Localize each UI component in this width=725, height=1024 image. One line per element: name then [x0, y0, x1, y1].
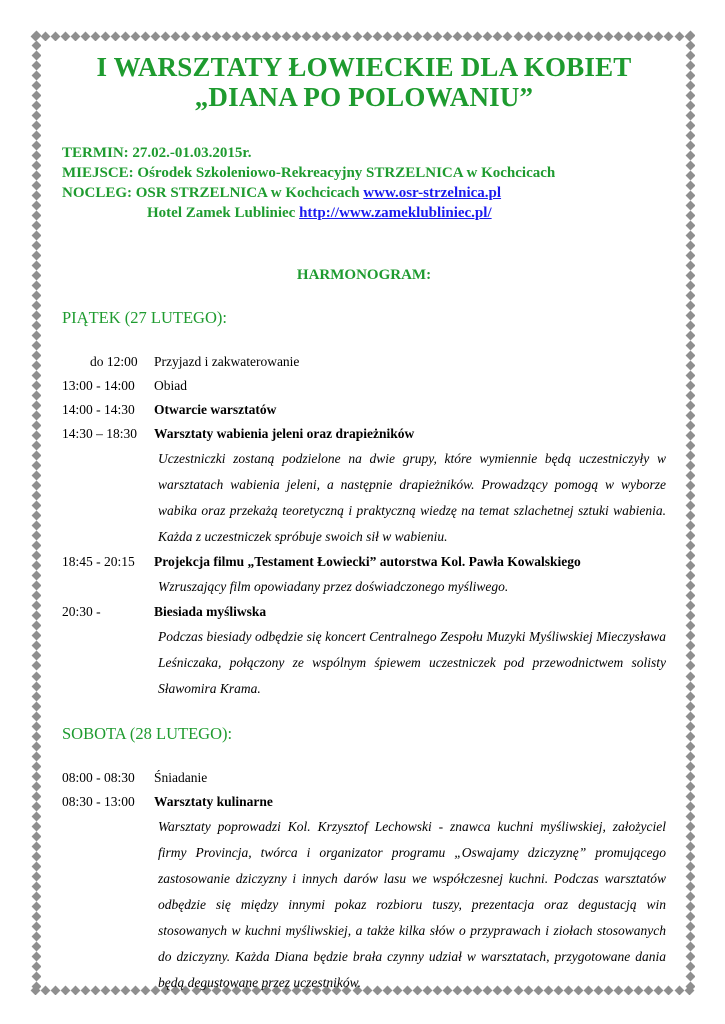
nocleg [62, 183, 666, 203]
diamond-icon [31, 761, 41, 771]
schedule-activity: Obiad [154, 378, 187, 393]
diamond-icon [31, 290, 41, 300]
diamond-icon [31, 982, 41, 992]
diamond-icon [111, 31, 121, 41]
diamond-icon [90, 31, 100, 41]
diamond-icon [685, 331, 695, 341]
diamond-icon [31, 270, 41, 280]
diamond-icon [241, 31, 251, 41]
diamond-icon [191, 31, 201, 41]
schedule-time: 13:00 - 14:00 [62, 378, 135, 393]
diamond-icon [282, 31, 292, 41]
schedule-row [62, 790, 666, 814]
diamond-icon [685, 781, 695, 791]
diamond-icon [31, 801, 41, 811]
diamond-icon [342, 31, 352, 41]
diamond-icon [382, 31, 392, 41]
diamond-icon [31, 881, 41, 891]
diamond-icon [685, 270, 695, 280]
diamond-icon [31, 972, 41, 982]
diamond-icon [31, 341, 41, 351]
diamond-icon [685, 120, 695, 130]
diamond-icon [31, 300, 41, 310]
diamond-icon [40, 985, 50, 995]
osr-link[interactable]: www.osr-strzelnica.pl [363, 185, 502, 201]
diamond-icon [70, 31, 80, 41]
diamond-icon [685, 260, 695, 270]
diamond-icon [31, 411, 41, 421]
diamond-icon [685, 150, 695, 160]
diamond-icon [31, 951, 41, 961]
diamond-icon [685, 100, 695, 110]
diamond-icon [31, 220, 41, 230]
diamond-icon [31, 701, 41, 711]
diamond-icon [685, 280, 695, 290]
diamond-icon [31, 891, 41, 901]
diamond-icon [31, 321, 41, 331]
diamond-icon [31, 160, 41, 170]
diamond-icon [533, 31, 543, 41]
schedule-activity: Otwarcie warsztatów [154, 402, 277, 417]
diamond-icon [31, 371, 41, 381]
schedule-activity: Śniadanie [154, 770, 208, 785]
diamond-icon [685, 351, 695, 361]
diamond-icon [685, 681, 695, 691]
diamond-icon [685, 731, 695, 741]
diamond-icon [31, 130, 41, 140]
diamond-icon [31, 931, 41, 941]
miejsce: MIEJSCE: Ośrodek Szkoleniowo-Rekreacyjny STRZELNICA w Kochcicach [62, 165, 556, 181]
diamond-icon [31, 170, 41, 180]
harmonogram-heading: HARMONOGRAM: [296, 267, 432, 283]
diamond-icon [31, 841, 41, 851]
diamond-icon [31, 911, 41, 921]
diamond-icon [685, 751, 695, 761]
diamond-icon [685, 341, 695, 351]
diamond-icon [685, 841, 695, 851]
diamond-icon [685, 310, 695, 320]
friday-heading: PIĄTEK (27 LUTEGO): [62, 308, 227, 327]
diamond-icon [31, 230, 41, 240]
nocleg-text: NOCLEG: OSR STRZELNICA w Kochcicach [62, 185, 364, 201]
diamond-icon [685, 871, 695, 881]
diamond-icon [121, 31, 131, 41]
diamond-icon [31, 100, 41, 110]
diamond-icon [685, 321, 695, 331]
diamond-icon [685, 851, 695, 861]
diamond-icon [422, 31, 432, 41]
diamond-icon [31, 110, 41, 120]
diamond-icon [685, 711, 695, 721]
hotel [62, 203, 666, 223]
diamond-icon [685, 130, 695, 140]
diamond-icon [685, 80, 695, 90]
diamond-icon [685, 240, 695, 250]
diamond-icon [685, 861, 695, 871]
diamond-icon [685, 931, 695, 941]
diamond-icon [685, 821, 695, 831]
diamond-icon [685, 962, 695, 972]
diamond-icon [573, 31, 583, 41]
diamond-icon [402, 31, 412, 41]
diamond-icon [201, 31, 211, 41]
diamond-icon [685, 671, 695, 681]
diamond-icon [685, 160, 695, 170]
diamond-icon [685, 290, 695, 300]
diamond-icon [31, 280, 41, 290]
diamond-icon [685, 891, 695, 901]
border-top [30, 31, 695, 41]
schedule-row [62, 766, 666, 790]
schedule-time: 20:30 - [62, 604, 101, 619]
diamond-icon [685, 811, 695, 821]
diamond-icon [685, 300, 695, 310]
diamond-icon [685, 721, 695, 731]
diamond-icon [31, 190, 41, 200]
diamond-icon [674, 31, 684, 41]
diamond-icon [211, 31, 221, 41]
diamond-icon [231, 31, 241, 41]
schedule-activity: Projekcja filmu „Testament Łowiecki” autorstwa Kol. Pawła Kowalskiego [154, 554, 581, 569]
diamond-icon [31, 771, 41, 781]
diamond-icon [685, 60, 695, 70]
schedule-activity: Warsztaty kulinarne [154, 794, 273, 809]
diamond-icon [31, 30, 41, 40]
diamond-icon [685, 40, 695, 50]
diamond-icon [685, 951, 695, 961]
diamond-icon [31, 831, 41, 841]
diamond-icon [685, 50, 695, 60]
diamond-icon [31, 70, 41, 80]
title-line-2: „DIANA PO POLOWANIU” [194, 82, 534, 112]
diamond-icon [443, 31, 453, 41]
diamond-icon [674, 985, 684, 995]
diamond-icon [685, 361, 695, 371]
diamond-icon [31, 140, 41, 150]
diamond-icon [553, 31, 563, 41]
diamond-icon [604, 31, 614, 41]
diamond-icon [31, 351, 41, 361]
diamond-icon [31, 401, 41, 411]
diamond-icon [31, 120, 41, 130]
diamond-icon [31, 691, 41, 701]
saturday-schedule [62, 766, 666, 996]
diamond-icon [412, 31, 422, 41]
diamond-icon [685, 771, 695, 781]
schedule-description: Podczas biesiady odbędzie się koncert Centralnego Zespołu Muzyki Myśliwskiej Mieczysława Leśniczaka, połączony ze wspólnym śpiewem uczestniczek pod przewodnictwem solisty Sławomira Krama. [158, 629, 666, 696]
diamond-icon [31, 361, 41, 371]
diamond-icon [31, 781, 41, 791]
diamond-icon [31, 260, 41, 270]
schedule-row [62, 374, 666, 398]
diamond-icon [685, 180, 695, 190]
diamond-icon [31, 681, 41, 691]
diamond-icon [60, 31, 70, 41]
diamond-icon [31, 721, 41, 731]
diamond-icon [31, 711, 41, 721]
diamond-icon [685, 972, 695, 982]
diamond-icon [685, 401, 695, 411]
diamond-icon [685, 170, 695, 180]
diamond-icon [31, 851, 41, 861]
diamond-icon [31, 941, 41, 951]
hotel-text: Hotel Zamek Lubliniec [147, 205, 300, 221]
diamond-icon [31, 962, 41, 972]
schedule-time: 14:30 – 18:30 [62, 426, 138, 441]
diamond-icon [685, 791, 695, 801]
schedule-description: Uczestniczki zostaną podzielone na dwie grupy, które wymiennie będą uczestniczyły w warsztatach wabienia jeleni, a następnie drapieżników. Prowadzący pomogą w wyborze wabika oraz przekażą teoretyczną i praktyczną wiedzę na temat szlachetnej sztuki wabienia. Każda z uczestniczek spróbuje swoich sił w wabieniu. [158, 451, 666, 544]
diamond-icon [31, 331, 41, 341]
diamond-icon [563, 31, 573, 41]
diamond-icon [362, 31, 372, 41]
diamond-icon [685, 741, 695, 751]
diamond-icon [685, 881, 695, 891]
diamond-icon [594, 31, 604, 41]
diamond-icon [40, 31, 50, 41]
diamond-icon [31, 811, 41, 821]
diamond-icon [352, 31, 362, 41]
diamond-icon [31, 751, 41, 761]
diamond-icon [80, 31, 90, 41]
diamond-icon [31, 210, 41, 220]
diamond-icon [31, 391, 41, 401]
diamond-icon [31, 861, 41, 871]
diamond-icon [543, 31, 553, 41]
diamond-icon [685, 250, 695, 260]
schedule-time: 14:00 - 14:30 [62, 402, 135, 417]
diamond-icon [31, 180, 41, 190]
diamond-icon [685, 701, 695, 711]
diamond-icon [685, 982, 695, 992]
page-title [62, 52, 666, 112]
diamond-icon [685, 411, 695, 421]
schedule-time: 18:45 - 20:15 [62, 554, 135, 569]
border-left [31, 30, 41, 992]
diamond-icon [251, 31, 261, 41]
diamond-icon [31, 50, 41, 60]
diamond-icon [31, 80, 41, 90]
diamond-icon [685, 30, 695, 40]
schedule-activity: Biesiada myśliwska [154, 604, 267, 619]
diamond-icon [685, 691, 695, 701]
schedule-row [62, 422, 666, 446]
diamond-icon [523, 31, 533, 41]
schedule-row [62, 600, 666, 624]
diamond-icon [31, 250, 41, 260]
diamond-icon [513, 31, 523, 41]
diamond-icon [392, 31, 402, 41]
diamond-icon [31, 661, 41, 671]
schedule-time: 08:30 - 13:00 [62, 794, 135, 809]
diamond-icon [685, 371, 695, 381]
diamond-icon [31, 821, 41, 831]
document-body [62, 52, 666, 996]
diamond-icon [685, 210, 695, 220]
diamond-icon [50, 985, 60, 995]
diamond-icon [685, 381, 695, 391]
diamond-icon [685, 941, 695, 951]
diamond-icon [272, 31, 282, 41]
diamond-icon [100, 31, 110, 41]
diamond-icon [685, 70, 695, 80]
diamond-icon [372, 31, 382, 41]
diamond-icon [31, 921, 41, 931]
schedule-row [62, 550, 666, 574]
diamond-icon [685, 90, 695, 100]
diamond-icon [31, 671, 41, 681]
title-line-1: I WARSZTATY ŁOWIECKIE DLA KOBIET [96, 52, 632, 82]
saturday-heading: SOBOTA (28 LUTEGO): [62, 724, 233, 743]
diamond-icon [31, 871, 41, 881]
diamond-icon [685, 911, 695, 921]
diamond-icon [583, 31, 593, 41]
diamond-icon [685, 220, 695, 230]
diamond-icon [31, 310, 41, 320]
diamond-icon [31, 791, 41, 801]
diamond-icon [31, 90, 41, 100]
diamond-icon [685, 140, 695, 150]
schedule-time: do 12:00 [90, 354, 138, 369]
schedule-description: Warsztaty poprowadzi Kol. Krzysztof Lechowski - znawca kuchni myśliwskiej, założyciel firmy Provincja, twórca i organizator programu „Oswajamy dziczyznę” promującego zastosowanie dziczyzny i innych darów lasu we współczesnej kuchni. Podczas warsztatów odbędzie się między innymi pokaz rozbioru tuszy, prezentacja oraz degustacją win stosowanych w kuchni myśliwskiej, a także kilka słów o przyprawach i ziołach stosowanych do dziczyzny. Każda Diana będzie brała czynny udział w warsztatach, przygotowane dania będą degustowane przez uczestników. [158, 819, 666, 990]
diamond-icon [685, 801, 695, 811]
diamond-icon [685, 110, 695, 120]
schedule-time: 08:00 - 08:30 [62, 770, 135, 785]
diamond-icon [31, 731, 41, 741]
diamond-icon [685, 200, 695, 210]
diamond-icon [685, 230, 695, 240]
schedule-activity: Warsztaty wabienia jeleni oraz drapieżników [154, 426, 415, 441]
diamond-icon [664, 31, 674, 41]
diamond-icon [685, 391, 695, 401]
diamond-icon [685, 761, 695, 771]
diamond-icon [31, 40, 41, 50]
event-info [62, 143, 666, 223]
diamond-icon [31, 200, 41, 210]
border-right [685, 30, 695, 992]
schedule-row [62, 350, 666, 374]
diamond-icon [31, 381, 41, 391]
diamond-icon [685, 921, 695, 931]
diamond-icon [31, 741, 41, 751]
diamond-icon [221, 31, 231, 41]
schedule-activity: Przyjazd i zakwaterowanie [154, 354, 300, 369]
diamond-icon [261, 31, 271, 41]
hotel-link[interactable]: http://www.zameklubliniec.pl/ [299, 205, 492, 221]
diamond-icon [50, 31, 60, 41]
diamond-icon [31, 901, 41, 911]
diamond-icon [685, 661, 695, 671]
diamond-icon [503, 31, 513, 41]
schedule-description: Wzruszający film opowiadany przez doświadczonego myśliwego. [158, 579, 509, 594]
schedule-row [62, 398, 666, 422]
diamond-icon [685, 831, 695, 841]
friday-schedule [62, 350, 666, 702]
diamond-icon [181, 31, 191, 41]
diamond-icon [31, 150, 41, 160]
diamond-icon [685, 901, 695, 911]
termin: TERMIN: 27.02.-01.03.2015r. [62, 145, 252, 161]
diamond-icon [31, 240, 41, 250]
diamond-icon [685, 190, 695, 200]
diamond-icon [31, 60, 41, 70]
diamond-icon [433, 31, 443, 41]
